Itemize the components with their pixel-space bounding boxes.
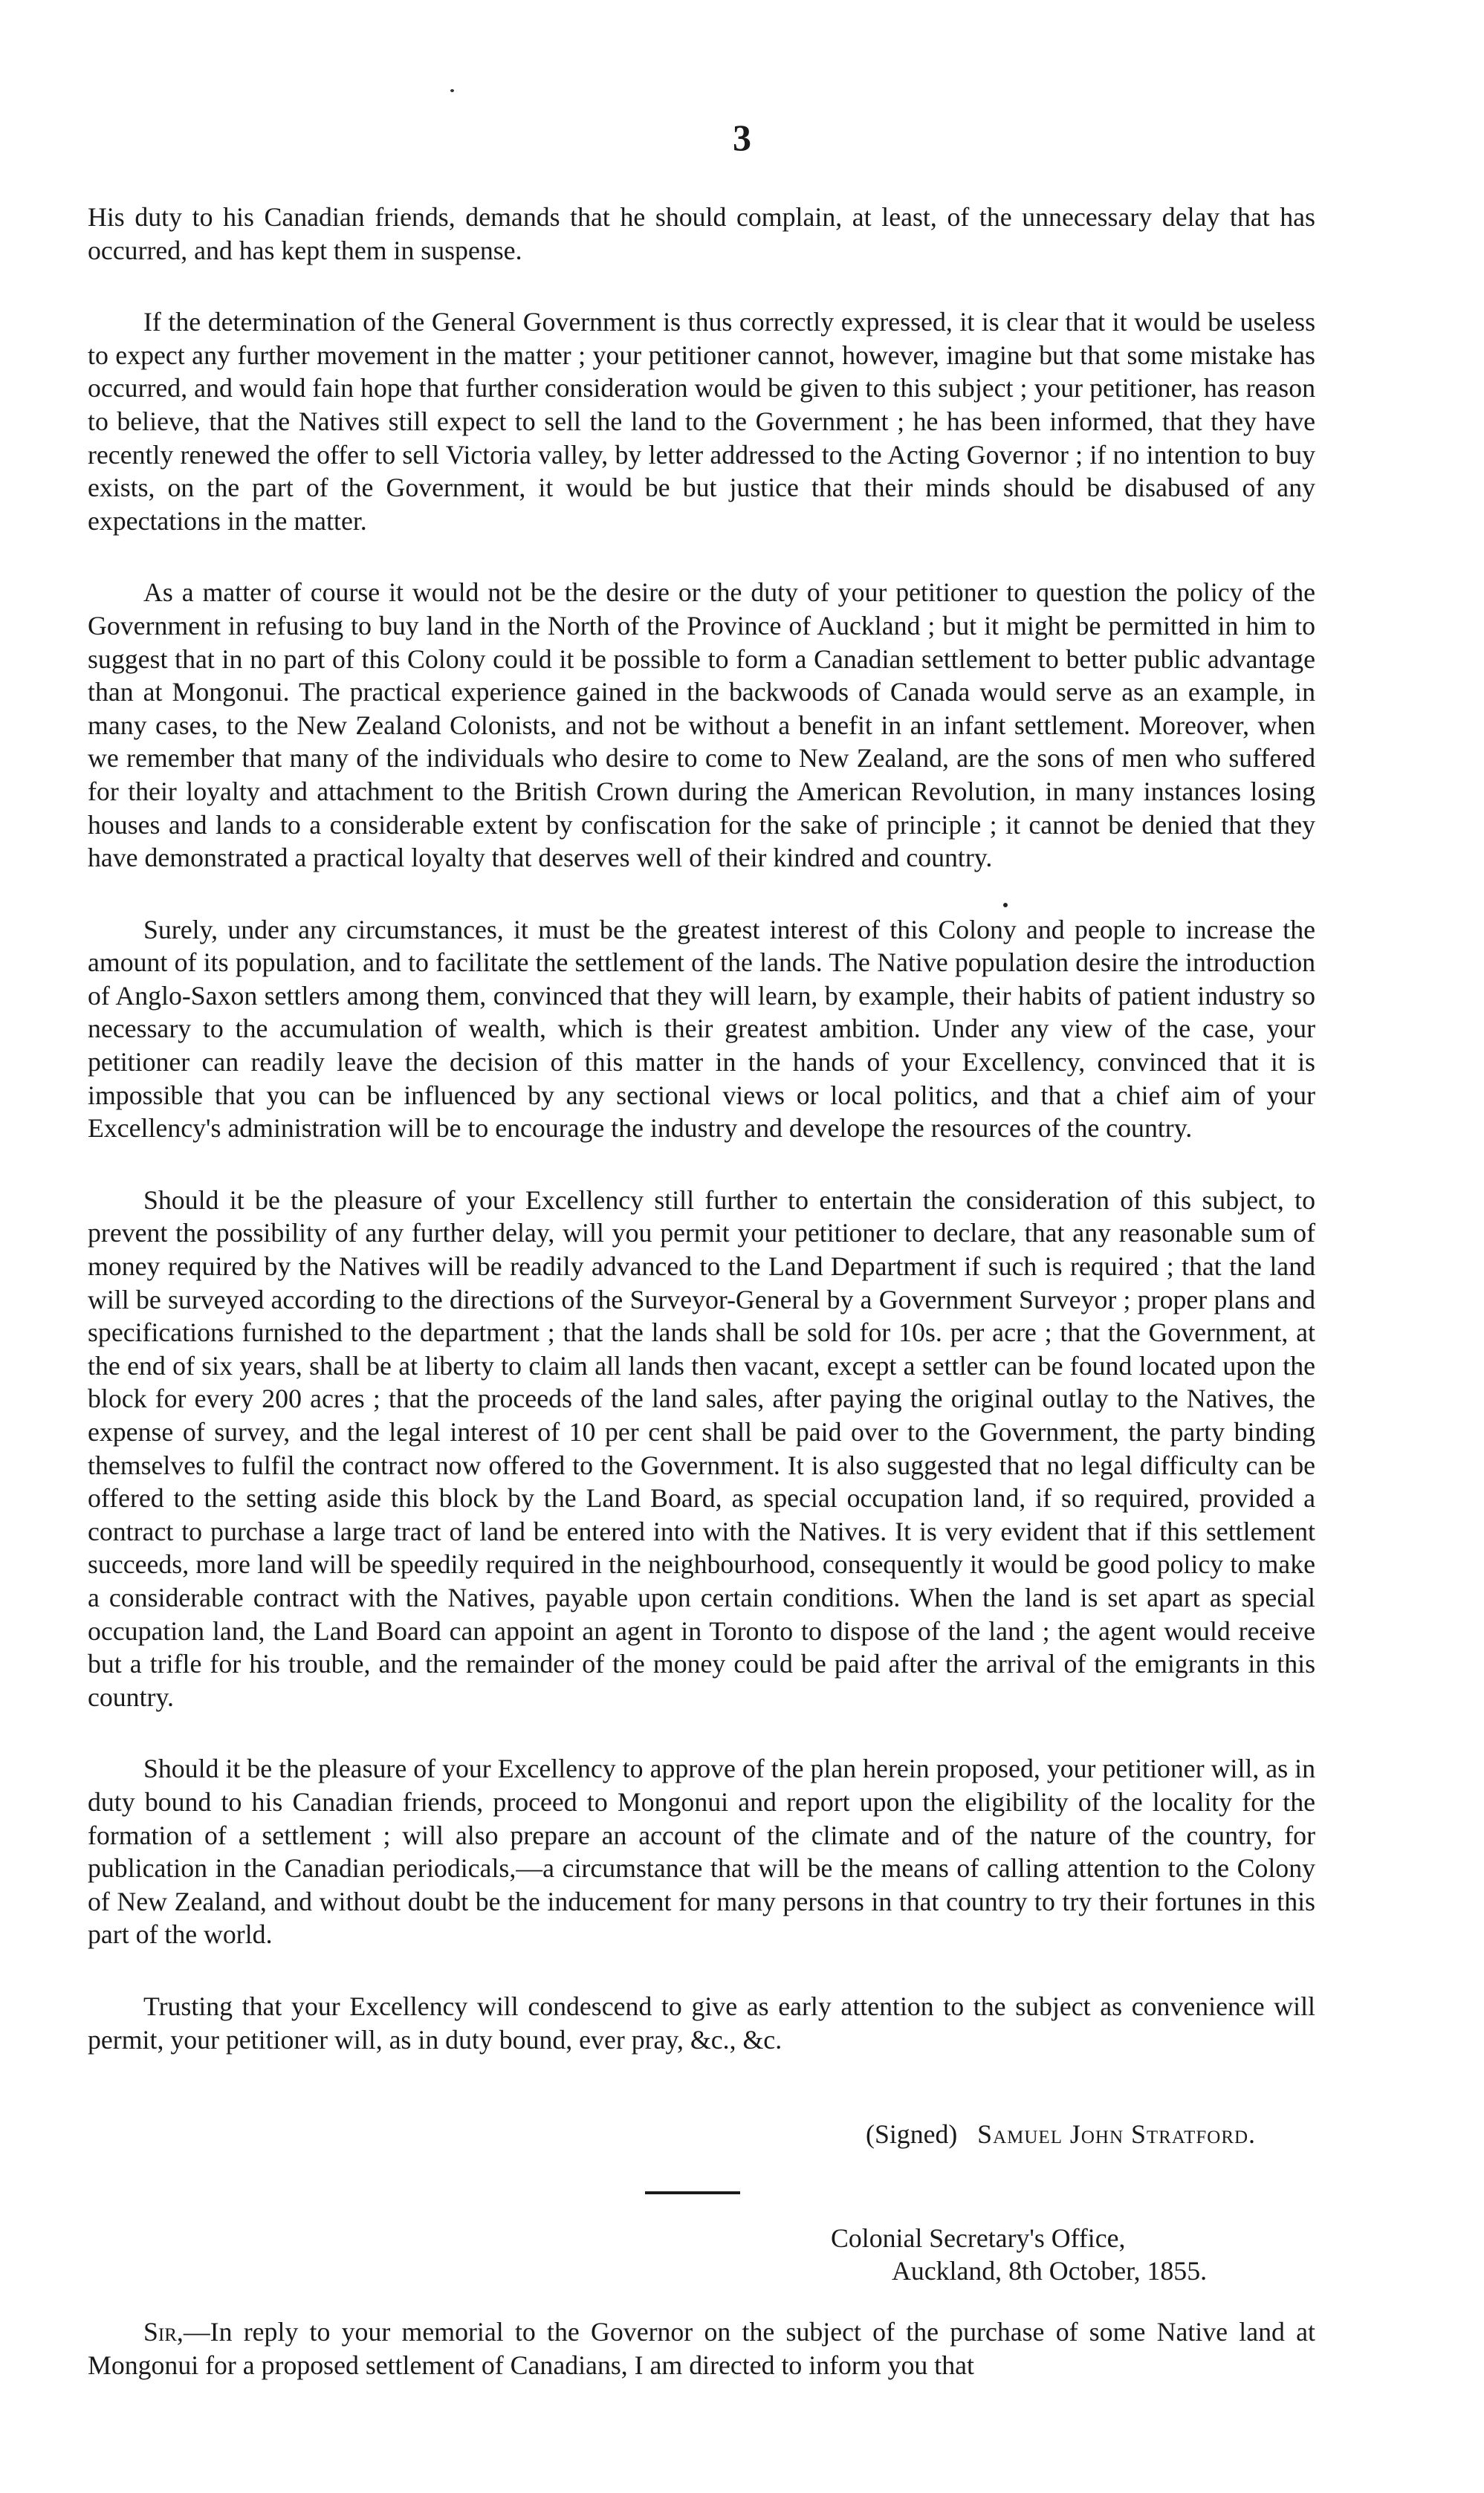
- paragraph-1: His duty to his Canadian friends, demands that he should complain, at least, of the unnecessary delay that has occurred, and has kept them in suspense.: [88, 202, 1315, 265]
- letter-salutation: Sir,: [143, 2317, 184, 2347]
- paragraph-2: If the determination of the General Government is thus correctly expressed, it is clear that it would be useless to expect any further movement in the matter ; your petitioner cannot, however, imagine but that some mistake has occurred, and would fain hope that further consideration would be given to this subject ; your petitioner, has reason to believe, that the Natives still expect to sell the land to the Government ; he has been informed, that they have recently renewed the offer to sell Victoria valley, by letter addressed to the Acting Governor ; if no intention to buy exists, on the part of the Government, it would be but justice that their minds should be disabused of any expectations in the matter.: [88, 307, 1315, 536]
- ink-mark: [450, 89, 454, 92]
- paragraph-7: Trusting that your Excellency will condescend to give as early attention to the subject as convenience will permit, your petitioner will, as in duty bound, ever pray, &c., &c.: [88, 1991, 1315, 2055]
- signature-name: Samuel John Stratford.: [977, 2119, 1256, 2149]
- petition-body: [88, 201, 1315, 2095]
- section-divider: [645, 2191, 740, 2194]
- letter-text: —In reply to your memorial to the Governor on the subject of the purchase of some Native land at Mongonui for a proposed settlement of Canadians, I am directed to inform you that: [88, 2317, 1315, 2380]
- paragraph-6: Should it be the pleasure of your Excellency to approve of the plan herein proposed, your petitioner will, as in duty bound to his Canadian friends, proceed to Mongonui and report upon the eligibility of the locality for the formation of a settlement ; will also prepare an account of the climate and of the nature of the country, for publication in the Canadian periodicals,—a circumstance that will be the means of calling attention to the Colony of New Zealand, and without doubt be the inducement for many persons in that country to try their fortunes in this part of the world.: [88, 1754, 1315, 1950]
- signature-line: [0, 2118, 1256, 2150]
- office-line-2: Auckland, 8th October, 1855.: [892, 2256, 1208, 2286]
- signature-prefix: (Signed): [866, 2119, 958, 2149]
- paragraph-4: Surely, under any circumstances, it must be the greatest interest of this Colony and people to increase the amount of its population, and to facilitate the settlement of the lands. The Native population desire the introduction of Anglo-Saxon settlers among them, convinced that they will learn, by example, their habits of patient industry so necessary to the accumulation of wealth, which is their greatest ambition. Under any view of the case, your petitioner can readily leave the decision of this matter in the hands of your Excellency, convinced that it is impossible that you can be influenced by any sectional views or local politics, and that a chief aim of your Excellency's administration will be to encourage the industry and develope the resources of the country.: [88, 914, 1315, 1144]
- page-number: 3: [733, 117, 751, 158]
- stray-ink-dot: [1003, 903, 1008, 907]
- paragraph-3: As a matter of course it would not be the desire or the duty of your petitioner to question the policy of the Government in refusing to buy land in the North of the Province of Auckland ; but it might be permitted in him to suggest that in no part of this Colony could it be possible to form a Canadian settlement to better public advantage than at Mongonui. The practical experience gained in the backwoods of Canada would serve as an example, in many cases, to the New Zealand Colonists, and not be without a benefit in an infant settlement. Moreover, when we remember that many of the individuals who desire to come to New Zealand, are the sons of men who suffered for their loyalty and attachment to the British Crown during the American Revolution, in many instances losing houses and lands to a considerable extent by confiscation for the sake of principle ; it cannot be denied that they have demonstrated a practical loyalty that deserves well of their kindred and country.: [88, 577, 1315, 873]
- office-address: [831, 2222, 1207, 2287]
- office-line-1: Colonial Secretary's Office,: [831, 2223, 1126, 2253]
- reply-letter: [88, 2315, 1315, 2382]
- paragraph-5: Should it be the pleasure of your Excellency still further to entertain the consideration of this subject, to prevent the possibility of any further delay, will you permit your petitioner to declare, that any reasonable sum of money required by the Natives will be readily advanced to the Land Department if such is required ; that the land will be surveyed according to the directions of the Surveyor-General by a Government Surveyor ; proper plans and specifications furnished to the department ; that the lands shall be sold for 10s. per acre ; that the Government, at the end of six years, shall be at liberty to claim all lands then vacant, except a settler can be found located upon the block for every 200 acres ; that the proceeds of the land sales, after paying the original outlay to the Natives, the expense of survey, and the legal interest of 10 per cent shall be paid over to the Government, the party binding themselves to fulfil the contract now offered to the Government. It is also suggested that no legal difficulty can be offered to the setting aside this block by the Land Board, as special occupation land, if so required, provided a contract to purchase a large tract of land be entered into with the Natives. It is very evident that if this settlement succeeds, more land will be speedily required in the neighbourhood, consequently it would be good policy to make a considerable contract with the Natives, payable upon certain conditions. When the land is set apart as special occupation land, the Land Board can appoint an agent in Toronto to dispose of the land ; the agent would receive but a trifle for his trouble, and the remainder of the money could be paid after the arrival of the emigrants in this country.: [88, 1184, 1315, 1712]
